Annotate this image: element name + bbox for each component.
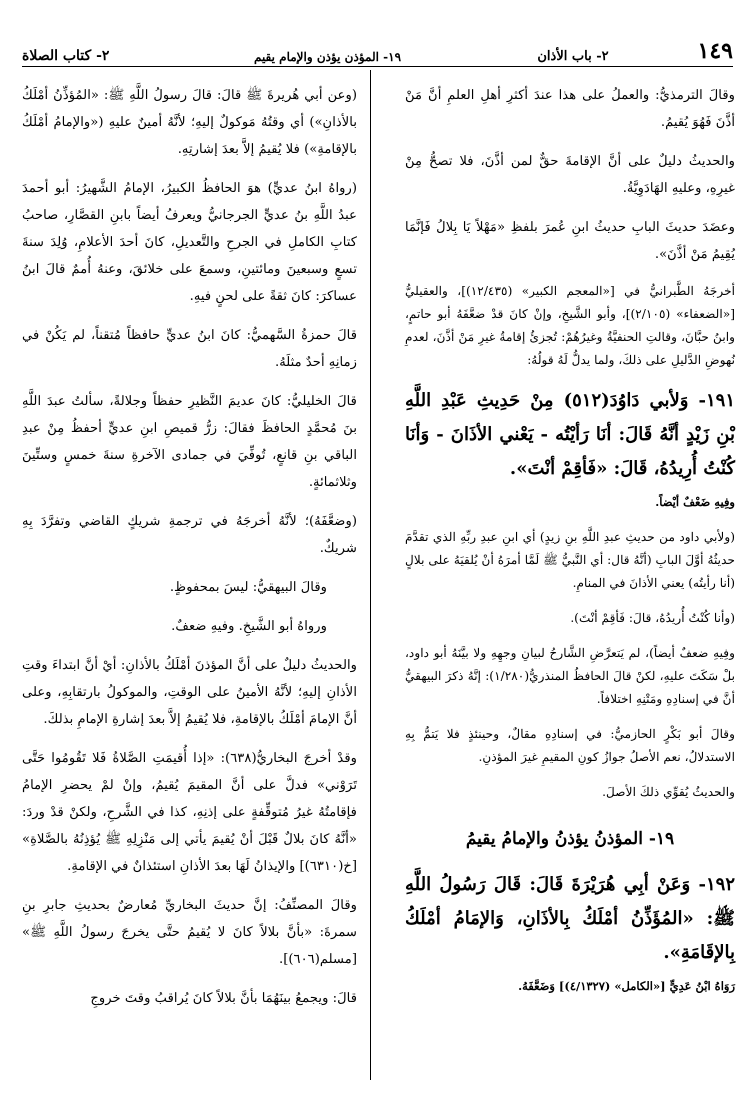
paragraph: قالَ: ويجمعُ بينَهُمَا بأنَّ بلالاً كانَ يُراقبُ وقتَ خروجِ <box>90 991 357 1006</box>
paragraph: والحديثُ يُقوِّي ذلكَ الأصلَ. <box>602 785 735 799</box>
paragraph: (ولأبي داود من حديثِ عبدِ اللَّهِ بنِ زيدٍ) أي ابنِ عبدِ ربِّهِ الذي تقدَّمَ حديثُهُ أوَّلَ البابِ (أنَّهُ قال: أي النَّبيُّ ﷺ لَمَّا أمرَهُ أنْ يُلقيَهُ على بلالٍ (أنا رأيتُه) يعني الأذانَ في المنامِ. <box>405 530 735 590</box>
paragraph: وقالَ الترمذيُّ: والعملُ على هذا عندَ أكثرِ أهلِ العلمِ أنَّ مَنْ أذَّنَ فَهُوَ يُقيمُ. <box>405 88 735 130</box>
paragraph: وفِيهِ ضعفٌ أيضاً)، لم يَتعرَّضِ الشَّارحُ لبيانِ وجهِهِ ولا بيَّنَهُ أبو داود، بلْ سَكَتَ عليهِ، لكنْ قالَ الحافظُ المنذريُّ(١/٢٨٠): إنَّهُ ذكرَ البيهقيُّ أنَّ في إسنادِهِ ومَتْنِهِ اختلافاً. <box>405 646 735 706</box>
paragraph: وقالَ المصنِّفُ: إنَّ حديثَ البخاريِّ مُعارضٌ بحديثِ جابرِ بنِ سمرةَ: «بأنَّ بلالاً كانَ لا يُقيمُ حتَّى يخرجَ رسولُ اللَّهِ ﷺ» [مسلم(٦٠٦)]. <box>22 898 357 967</box>
section-heading: ١٩- المؤذنُ يؤذنُ والإمامُ يقيمُ <box>465 829 675 849</box>
book-title: ٢- كتاب الصلاة <box>22 48 110 64</box>
paragraph: (رواهُ ابنُ عديٍّ) هوَ الحافظُ الكبيرُ، الإمامُ الشَّهيرُ: أبو أحمدَ عبدُ اللَّهِ بنُ عديٍّ الجرجانيُّ ويعرفُ أيضاً بابنِ القصَّارِ، صاحبُ كتابِ الكاملِ في الجرحِ والتَّعديلِ، كانَ أحدَ الأعلامِ، وُلِدَ سنةَ تسعٍ وسبعينَ ومائتينِ، وسمعَ على خلائقَ، وعنهُ أُممٌ قالَ ابنُ عساكرَ: كانَ ثقةً على لحنٍ فيهِ. <box>22 181 357 304</box>
page-number: ١٤٩ <box>697 38 733 64</box>
paragraph: أخرجَهُ الطَّبرانيُّ في [«المعجم الكبير» (١٢/٤٣٥)]، والعقيليُّ [«الضعفاء» (٢/١٠٥)]، وأبو الشَّيخِ، وإنْ كانَ قدْ ضعَّفَهُ أبو حاتمٍ، وابنُ حبَّانَ، وقالتِ الحنفيَّةُ وغيرُهُمْ: تُجزئُ إقامةُ غيرِ مَنْ أذَّنَ، لعدمِ نُهوضِ الدَّليلِ على ذلكَ، ولما يدلُّ لَهُ قولُهُ: <box>405 284 735 367</box>
paragraph: وقالَ أبو بَكْرٍ الحازميُّ: في إسنادِهِ مقالٌ، وحينئذٍ فلا يَتمُّ بِهِ الاستدلالُ، نعم الأصلُ جوازُ كونِ المقيمِ غيرَ المؤذنِ. <box>405 727 735 764</box>
paragraph: والحديثُ دليلٌ على أنَّ المؤذنَ أمْلَكُ بالأذانِ: أيْ أنَّ ابتداءَ وقتِ الأذانِ إليهِ؛ لأنَّهُ الأمينُ على الوقتِ، والموكولُ بارتقابِهِ، وعلى أنَّ الإمامَ أمْلَكُ بالإقامةِ، فلا يُقيمُ إلاَّ بعدَ إشارةِ الإمامِ بذلكَ. <box>22 658 357 727</box>
paragraph: وقالَ البيهقيُّ: ليسَ بمحفوظٍ. <box>169 580 327 595</box>
paragraph: ورواهُ أبو الشَّيخِ. وفيهِ ضعفٌ. <box>171 619 327 634</box>
hadith-191-grade: وفِيهِ ضَعْفٌ أيْضاً. <box>655 495 735 509</box>
hadith-191: ١٩١- وَلأبي دَاوُدَ(٥١٢) مِنْ حَدِيثِ عَبْدِ اللَّهِ بْنِ زَيْدٍ أنَّهُ قَالَ: أنَا رَأيْتُه - يَعْني الأذَانَ - وَأنَا كُنْتُ أُرِيدُهُ، قَالَ: «فَأقِمْ أنْتَ». <box>405 390 736 479</box>
paragraph: قالَ حمزةُ السَّهميُّ: كانَ ابنُ عديٍّ حافظاً مُتقناً، لم يَكُنْ في زمانِهِ أحدٌ مثلَهُ. <box>22 328 357 370</box>
paragraph: (وعن أبي هُريرةَ ﷺ قالَ: قالَ رسولُ اللَّهِ ﷺ: «المُؤذِّنُ أمْلَكُ بالأذانِ») أي وقتُهُ مَوكولٌ إليهِ؛ لأنَّهُ أمينٌ عليهِ («والإمامُ أمْلَكُ بالإقامةِ») فلا يُقيمُ إلاَّ بعدَ إشارتِهِ. <box>22 88 357 157</box>
header-rule <box>22 66 733 67</box>
chapter-title: ٢- باب الأذان <box>537 49 609 64</box>
paragraph: وقدْ أخرجَ البخاريُّ(٦٣٨): «إذا أُقيمَتِ الصَّلاةُ فَلا تَقُومُوا حَتَّى تَرَوْني» فدلَّ على أنَّ المقيمَ يُقيمُ، وإنْ لمْ يحضرِ الإمامُ فإقامتُهُ غيرُ مُتوقِّفةٍ على إذنِهِ، كذا في الشَّرحِ، ولكنْ قدْ وردَ: «أنَّهُ كانَ بلالٌ قَبْلَ أنْ يُقيمَ يأتي إلى مَنْزِلِهِ ﷺ يُؤذِنُهُ بالصَّلاةِ» [خ(٦٣١٠)] والإيذانُ لَهَا بعدَ الأذانِ استئذانٌ في الإقامةِ. <box>22 751 357 874</box>
paragraph: (وأنا كُنْتُ أُريدُهُ، قالَ: فَأقِمْ أنْتَ). <box>570 611 735 625</box>
paragraph: والحديثُ دليلٌ على أنَّ الإقامةَ حقٌّ لمن أذَّنَ، فلا تصحُّ مِنْ غيرِهِ، وعليهِ الهَادَوِيَّةُ. <box>405 154 735 196</box>
paragraph: (وضعَّفَهُ)؛ لأنَّهُ أخرجَهُ في ترجمةِ شريكٍ القاضي وتفرَّدَ بِهِ شريكٌ. <box>22 514 357 556</box>
paragraph: وعضَدَ حديثَ البابِ حديثُ ابنِ عُمرَ بلفظِ «مَهْلاً يَا بِلالُ فَإنَّمَا يُقِيمُ مَنْ أذَّنَ». <box>405 220 735 262</box>
paragraph: قالَ الخليليُّ: كانَ عديمَ النَّظيرِ حفظاً وجلالةً، سألتُ عبدَ اللَّهِ بنَ مُحمَّدٍ الحافظَ فقالَ: زرُّ قميصِ ابنِ عديٍّ أحفظُ مِنْ عبدِ الباقي بنِ قانعٍ، تُوفِّيَ في جمادى الآخرةِ سنةَ خمسٍ وستِّينَ وثلاثمائةٍ. <box>22 394 357 490</box>
hadith-192-source: رَوَاهُ ابْنُ عَدِيٍّ [«الكامل» (٤/١٣٢٧)] وَضَعَّفَهُ. <box>518 979 735 993</box>
page-header <box>22 38 733 64</box>
section-running-title: ١٩- المؤذن يؤذن والإمام يقيم <box>253 50 402 64</box>
column-divider <box>370 70 371 1080</box>
hadith-192: ١٩٢- وَعَنْ أبِي هُرَيْرَةَ قَالَ: قَالَ رَسُولُ اللَّهِ ﷺ: «المُؤَذِّنُ أمْلَكُ بِالأذَانِ، وَالإمَامُ أمْلَكُ بِالإقَامَةِ». <box>405 874 735 963</box>
left-column <box>22 82 357 1081</box>
right-column <box>405 82 735 1081</box>
